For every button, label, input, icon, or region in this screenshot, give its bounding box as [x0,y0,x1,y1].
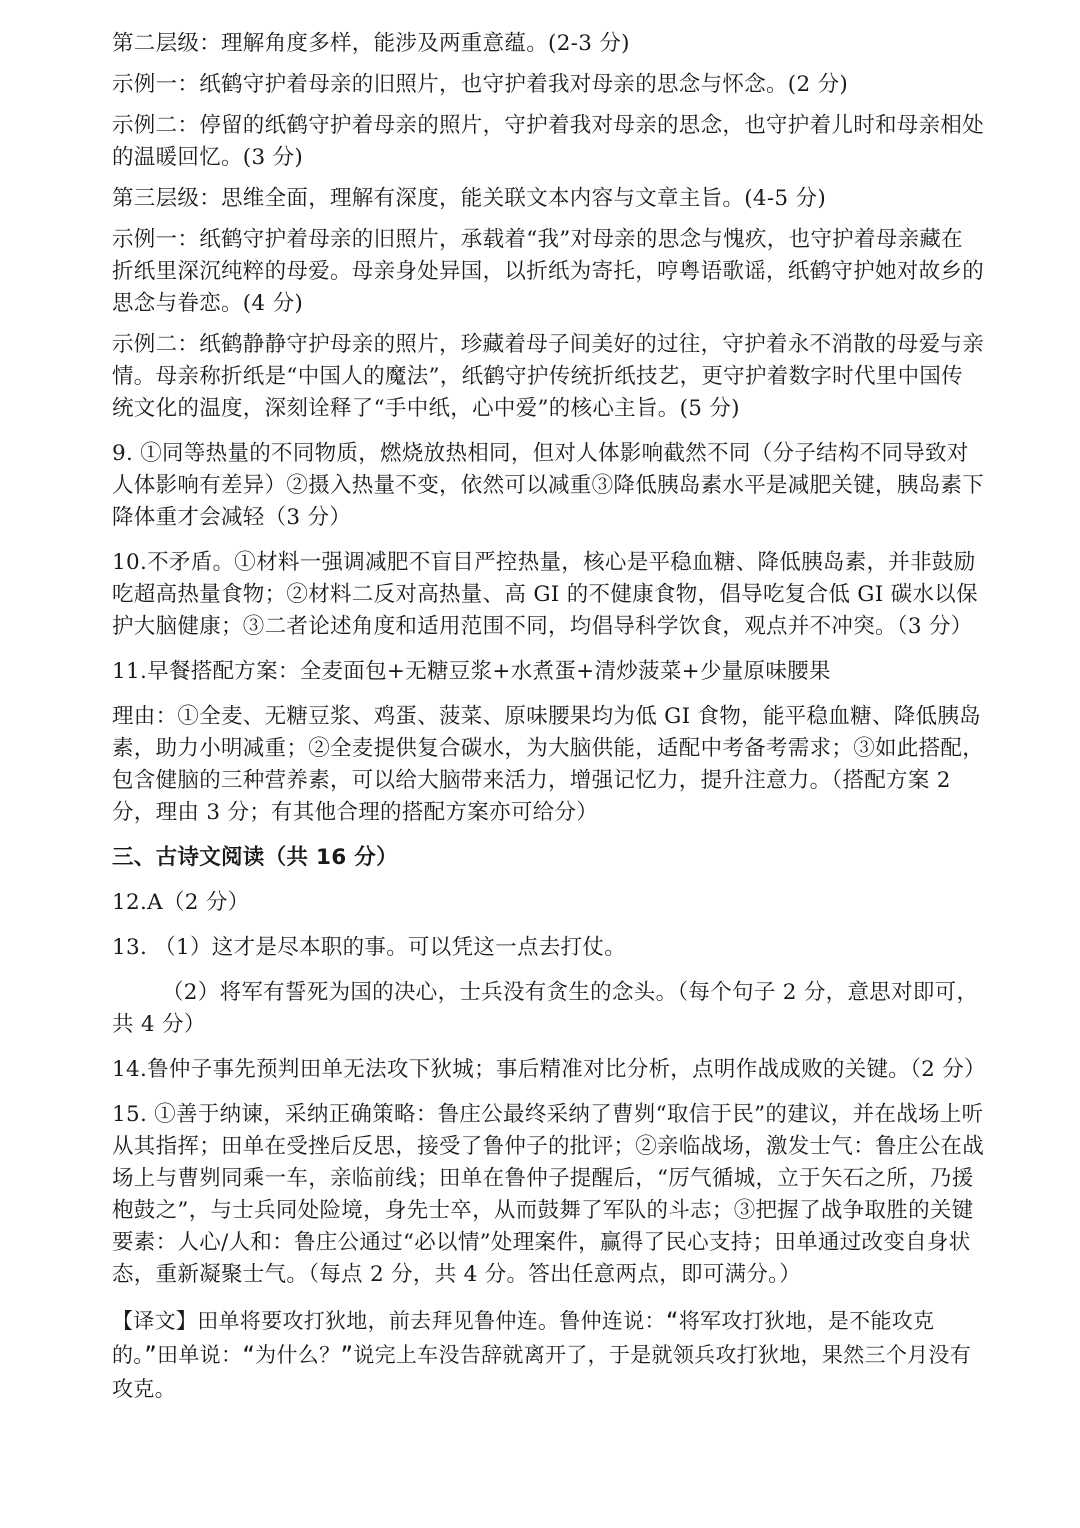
question-13-part2: （2）将军有誓死为国的决心，士兵没有贪生的念头。（每个句子 2 分，意思对即可，共 4 分） [112,980,979,1037]
question-10-answer: 10.不矛盾。①材料一强调减肥不盲目严控热量，核心是平稳血糖、降低胰岛素，并非鼓励吃超高热量食物；②材料二反对高热量、高 GI 的不健康食物，倡导吃复合低 GI 碳水以保护大脑健康；③二者论述角度和适用范围不同，均倡导科学饮食，观点并不冲突。（3 分） [112,550,978,639]
level2-example1: 示例一：纸鹤守护着母亲的旧照片，也守护着我对母亲的思念与怀念。(2 分) [112,72,849,97]
level2-title: 第二层级：理解角度多样，能涉及两重意蕴。(2-3 分) [112,31,630,56]
level2-example2: 示例二：停留的纸鹤守护着母亲的照片，守护着我对母亲的思念，也守护着儿时和母亲相处的温暖回忆。(3 分) [112,113,985,170]
question-13-part1: 13. （1）这才是尽本职的事。可以凭这一点去打仗。 [112,935,627,960]
question-14-answer: 14.鲁仲子事先预判田单无法攻下狄城；事后精准对比分析，点明作战成败的关键。（2 分） [112,1057,986,1082]
question-15-answer: 15. ①善于纳谏，采纳正确策略：鲁庄公最终采纳了曹刿“取信于民”的建议，并在战场上听从其指挥；田单在受挫后反思，接受了鲁仲子的批评；②亲临战场，激发士气：鲁庄公在战场上与曹刿同乘一车，亲临前线；田单在鲁仲子提醒后，“厉气循城，立于矢石之所，乃援枹鼓之”，与士兵同处险境，身先士卒，从而鼓舞了军队的斗志；③把握了战争取胜的关键要素：人心/人和：鲁庄公通过“必以情”处理案件，赢得了民心支持；田单通过改变自身状态，重新凝聚士气。（每点 2 分，共 4 分。答出任意两点，即可满分。） [112,1102,985,1287]
section-3-heading: 三、古诗文阅读（共 16 分） [112,845,398,870]
translation-paragraph: 【译文】田单将要攻打狄地，前去拜见鲁仲连。鲁仲连说：“将军攻打狄地，是不能攻克的。”田单说：“为什么？”说完上车没告辞就离开了，于是就领兵攻打狄地，果然三个月没有攻克。 [112,1309,972,1401]
question-11-reason: 理由：①全麦、无糖豆浆、鸡蛋、菠菜、原味腰果均为低 GI 食物，能平稳血糖、降低胰岛素，助力小明减重；②全麦提供复合碳水，为大脑供能，适配中考备考需求；③如此搭配，包含健脑的三种营养素，可以给大脑带来活力，增强记忆力，提升注意力。（搭配方案 2 分，理由 3 分；有其他合理的搭配方案亦可给分） [112,704,985,825]
level3-title: 第三层级：思维全面，理解有深度，能关联文本内容与文章主旨。(4-5 分) [112,186,827,211]
question-11-plan: 11.早餐搭配方案：全麦面包+无糖豆浆+水煮蛋+清炒菠菜+少量原味腰果 [112,659,831,684]
question-9-answer: 9. ①同等热量的不同物质，燃烧放热相同，但对人体影响截然不同（分子结构不同导致对人体影响有差异）②摄入热量不变，依然可以减重③降低胰岛素水平是减肥关键，胰岛素下降体重才会减轻（3 分） [112,441,985,530]
level3-example1: 示例一：纸鹤守护着母亲的旧照片，承载着“我”对母亲的思念与愧疚，也守护着母亲藏在折纸里深沉纯粹的母爱。母亲身处异国，以折纸为寄托，哼粤语歌谣，纸鹤守护她对故乡的思念与眷恋。(4 分) [112,227,985,316]
level3-example2: 示例二：纸鹤静静守护母亲的照片，珍藏着母子间美好的过往，守护着永不消散的母爱与亲情。母亲称折纸是“中国人的魔法”，纸鹤守护传统折纸技艺，更守护着数字时代里中国传统文化的温度，深刻诠释了“手中纸，心中爱”的核心主旨。(5 分) [112,332,985,421]
question-12-answer: 12.A（2 分） [112,890,250,915]
